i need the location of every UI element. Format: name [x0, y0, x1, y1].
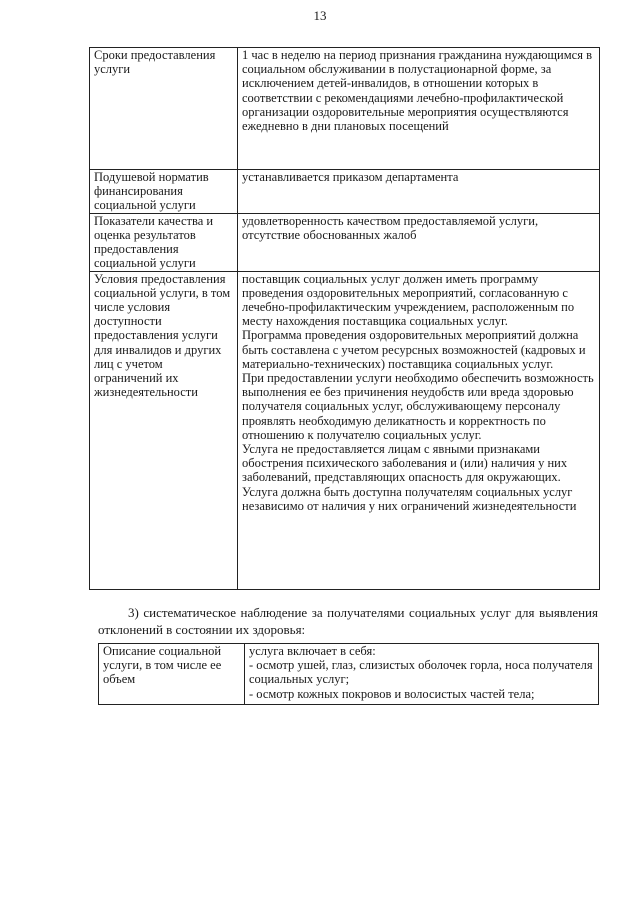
- table-row: [90, 213, 600, 271]
- page-number: 13: [313, 8, 327, 23]
- row-value: [238, 48, 600, 170]
- row-value-paragraph: Услуга не предоставляется лицам с явными признаками обострения психического заболевания и (или) наличия у них заболеваний, представляющих опасность для окружающих.: [242, 442, 568, 485]
- row-value: [238, 271, 600, 589]
- row-value-paragraph: 1 час в неделю на период признания гражданина нуждающимся в социальном обслуживании в полустационарной форме, за исключением детей-инвалидов, в отношении которых в соответствии с рекомендациями лечебно-профилактической организации оздоровительные мероприятия осуществляются ежедневно в дни плановых посещений: [242, 48, 592, 134]
- row-value-paragraph: При предоставлении услуги необходимо обеспечить возможность выполнения ее без причинения неудобств или вреда здоровью получателя социальных услуг, обслуживающему персоналу проявлять необходимую деликатность и корректность по отношению к получателю социальных услуг.: [242, 371, 594, 442]
- row-value-paragraph: - осмотр ушей, глаз, слизистых оболочек горла, носа получателя социальных услуг;: [249, 658, 593, 687]
- row-value: [238, 170, 600, 214]
- row-value-paragraph: Программа проведения оздоровительных мероприятий должна быть составлена с учетом ресурсных возможностей (кадровых и материально-технических) поставщика социальных услуг.: [242, 328, 586, 371]
- row-label: Сроки предоставления услуги: [90, 48, 238, 170]
- table-row: [90, 48, 600, 170]
- row-value-paragraph: удовлетворенность качеством предоставляемой услуги, отсутствие обоснованных жалоб: [242, 213, 539, 242]
- row-value-paragraph: устанавливается приказом департамента: [242, 170, 459, 184]
- table-row: [99, 644, 599, 705]
- section-3-text: 3) систематическое наблюдение за получателями социальных услуг для выявления отклонений в состоянии их здоровья:: [98, 605, 598, 637]
- service-terms-table: [89, 47, 600, 590]
- row-label: Показатели качества и оценка результатов предоставления социальной услуги: [90, 213, 238, 271]
- row-label: Условия предоставления социальной услуги, в том числе условия доступности предоставления услуги для инвалидов и других лиц с учетом ограничений их жизнедеятельности: [90, 271, 238, 589]
- row-value-paragraph: поставщик социальных услуг должен иметь программу проведения оздоровительных мероприятий, согласованную с лечебно-профилактическим учреждением, расположенным по месту нахождения поставщика социальных услуг.: [242, 271, 575, 329]
- section-3-paragraph: [98, 604, 598, 638]
- row-value: [245, 644, 599, 705]
- row-label: Описание социальной услуги, в том числе ее объем: [99, 644, 245, 705]
- table-row: [90, 271, 600, 589]
- row-value-paragraph: - осмотр кожных покровов и волосистых частей тела;: [249, 686, 535, 701]
- row-value-paragraph: услуга включает в себя:: [249, 644, 376, 658]
- table-row: [90, 170, 600, 214]
- row-value: [238, 213, 600, 271]
- service-description-table: [98, 643, 599, 705]
- row-value-paragraph: Услуга должна быть доступна получателям социальных услуг независимо от наличия у них ограничений жизнедеятельности: [242, 484, 577, 513]
- row-label: Подушевой норматив финансирования социальной услуги: [90, 170, 238, 214]
